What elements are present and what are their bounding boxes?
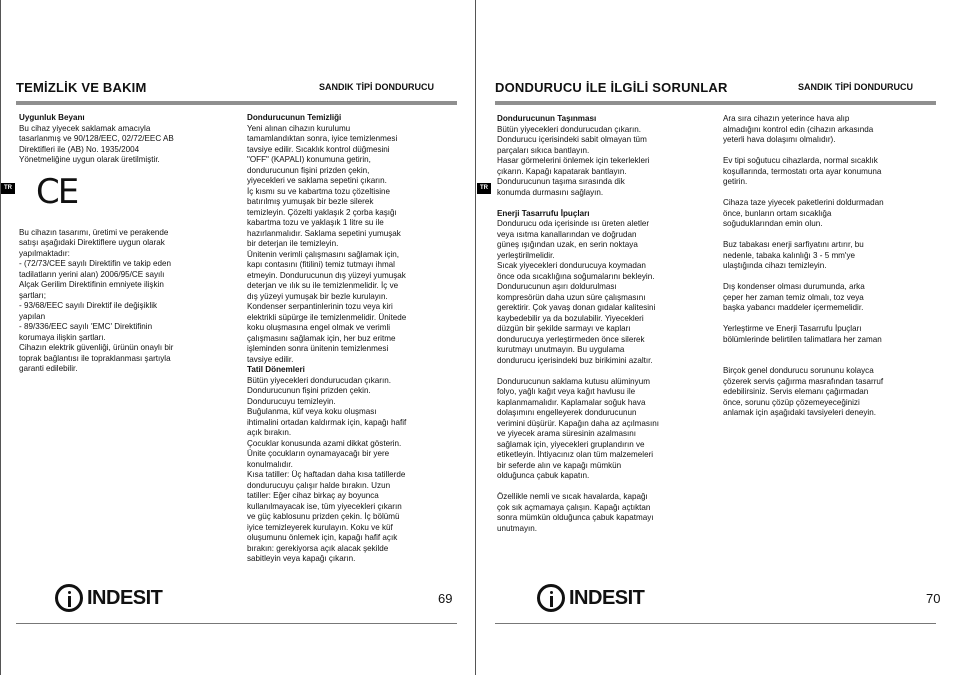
- section-heading: Dondurucunun Temizliği: [247, 113, 342, 122]
- logo-icon: [55, 584, 83, 612]
- language-tab: TR: [1, 183, 15, 194]
- paragraph: Bütün yiyecekleri dondurucudan çıkarın. Dondurucunun fişini prizden çekin. Dondurucuyu temizleyin. Buğulanma, küf veya koku oluşması ihtimalini ortadan kaldırmak için, kapağı hafif açık bırakın. Çocuklar konusunda azami dikkat gösterin. Ünite çocukların oynamayacağı bir yere konulmalıdır. Kısa tatiller: Üç haftadan daha kısa tatillerde dondurucuyu çalışır halde bırakın. Uzun tatiller: Eğer cihaz birkaç ay boyunca kullanılmayacak ise, tüm yiyecekleri çıkarın ve güç kablosunu prizden çekin. İç bölümü iyice temizleyerek kurulayın. Koku ve küf oluşumunu önlemek için, kapağı hafif açık bırakın: gerekiyorsa açık alacak şekilde sabitleyin veya kapağı çıkarın.: [247, 375, 407, 563]
- paragraph: Yerleştirme ve Enerji Tasarrufu İpuçları bölümlerinde belirtilen talimatlara her zaman: [723, 324, 882, 344]
- section-heading: Uygunluk Beyanı: [19, 113, 85, 122]
- paragraph: Birçok genel dondurucu sorununu kolayca çözerek servis çağırma masrafından tasarruf edebilirsiniz. Servis elemanı çağırmadan önce, sorunu çözüp çözemeyeceğinizi anlamak için aşağıdaki tavsiyeleri deneyin.: [723, 366, 884, 417]
- cleaning-column: [247, 113, 462, 565]
- logo-icon: [537, 584, 565, 612]
- paragraph: Bu cihaz yiyecek saklamak amacıyla tasarlanmış ve 90/128/EEC, 02/72/EEC AB Direktifleri ile (AB) No. 1935/2004 Yönetmeliğine uygun olarak üretilmiştir.: [19, 123, 174, 164]
- paragraph: Dondurucunun saklama kutusu alüminyum folyo, yağlı kağıt veya kağıt havlusu ile kaplanmamalıdır. Kaplamalar soğuk hava dolaşımını engelleyerek dondurucunun verimini düşürür. Kapağın daha az açılmasını ve yiyecek arama süresinin azalmasını sağlamak için, yiyecekleri gruplandırın ve etiketleyin. İhtiyacınız olan tüm malzemeleri bir seferde alın ve kapağı mümkün olduğunca çabuk kapatın.: [497, 376, 659, 480]
- page-title: TEMİZLİK VE BAKIM: [16, 80, 147, 95]
- ce-mark: CE: [36, 172, 78, 212]
- conformity-column: [19, 113, 229, 375]
- paragraph: Bu cihazın tasarımı, üretimi ve perakende satışı aşağıdaki Direktiflere uygun olarak yapılmaktadır: - (72/73/CEE sayılı Direktifin ve takip eden tadilatların yerini alan) 2006/95/CE sayılı Alçak Gerilim Direktifinin emniyete ilişkin şartları; - 93/68/EEC sayılı Direktif ile değişiklik yapılan - 89/336/EEC sayılı 'EMC' Direktifinin korumaya ilişkin şartları. Cihazın elektrik güvenliği, ürünün onaylı bir toprak bağlantısı ile topraklanması şartıyla garanti edilebilir.: [19, 227, 174, 373]
- section-heading: Enerji Tasarrufu İpuçları: [497, 208, 590, 218]
- footer-rule: [495, 623, 936, 624]
- language-tab: TR: [477, 183, 491, 194]
- section-heading: Tatil Dönemleri: [247, 365, 305, 374]
- paragraph: Dış kondenser olması durumunda, arka çeper her zaman temiz olmalı, toz veya başka yabancı maddeler içermemelidir.: [723, 282, 865, 312]
- brand-logo: [537, 584, 644, 612]
- paragraph: Ara sıra cihazın yeterince hava alıp almadığını kontrol edin (cihazın arkasında yeterli hava dolaşımı olmalıdır).: [723, 114, 874, 144]
- paragraph: Yeni alınan cihazın kurulumu tamamlandıktan sonra, iyice temizlenmesi tavsiye edilir. Sıcaklık kontrol düğmesini "OFF" (KAPALI) konumuna getirin, dondurucunun fişini prizden çekin, yiyecekleri ve saklama sepetini çıkarın. İç kısmı su ve kabartma tozu çözeltisine batırılmış yumuşak bir bezle silerek temizleyin. Çözelti yaklaşık 2 çorba kaşığı kabartma tozu ve yaklaşık 1 litre su ile hazırlanmalıdır. Saklama sepetini yumuşak bir deterjan ile temizleyin. Ünitenin verimli çalışmasını sağlamak için, kapı contasını (fitilini) temiz tutmayı ihmal etmeyin. Dondurucunun dış yüzeyi yumuşak deterjan ve ılık su ile temizlenmelidir. İç ve dış yüzeyi yumuşak bir bezle kurulayın. Kondenser serpantinlerinin tozu veya kiri elektrikli süpürge ile temizlenmelidir. Ünitede koku oluşmasına engel olmak ve verimli çalışmasını sağlamak için, her buz eritme işleminden sonra ünitenin temizlenmesi tavsiye edilir.: [247, 123, 407, 364]
- right-page: [476, 0, 954, 675]
- paragraph: Cihaza taze yiyecek paketlerini doldurmadan önce, bunların ortam sıcaklığa soğuduklarından emin olun.: [723, 198, 884, 228]
- header-rule: [495, 101, 936, 105]
- moving-energy-column: [497, 114, 717, 534]
- page-subtitle: SANDIK TİPİ DONDURUCU: [319, 82, 435, 92]
- logo-text: INDESIT: [87, 586, 163, 609]
- section-heading: Dondurucunun Taşınması: [497, 114, 597, 123]
- header-rule: [16, 101, 457, 105]
- page-subtitle: SANDIK TİPİ DONDURUCU: [798, 82, 914, 92]
- page-title: DONDURUCU İLE İLGİLİ SORUNLAR: [495, 80, 728, 95]
- page-number: 70: [926, 591, 941, 606]
- brand-logo: [55, 584, 162, 612]
- paragraph: Bütün yiyecekleri dondurucudan çıkarın. Dondurucu içerisindeki sabit olmayan tüm parçaları sıkıca bantlayın. Hasar görmelerini önlemek için tekerlekleri çıkarın. Kapağı kapatarak bantlayın. Dondurucunun taşıma sırasında dik konumda durmasını sağlayın.: [497, 124, 650, 197]
- paragraph: Özellikle nemli ve sıcak havalarda, kapağı çok sık açmamaya çalışın. Kapağı açtıktan sonra mümkün olduğunca çabuk kapatmayı unutmayın.: [497, 492, 654, 533]
- paragraph: Dondurucu oda içerisinde ısı üreten aletler veya ısıtma kanallarından ve doğrudan güneş ışığından uzak, en serin noktaya yerleştirilmelidir. Sıcak yiyecekleri dondurucuya koymadan önce oda sıcaklığına soğumalarını bekleyin. Dondurucunun aşırı doldurulması kompresörün daha uzun süre çalışmasını gerektirir. Çok yavaş donan gıdalar kalitesini kaybedebilir ya da bozulabilir. Yiyecekleri düzgün bir şekilde sarmayı ve kapları dondurucuya yerleştirmeden önce silerek kurutmayı unutmayın. Bu uygulama dondurucu içerisindeki buz birikimini azaltır.: [497, 219, 656, 365]
- page-number: 69: [438, 591, 453, 606]
- tips-column: [723, 114, 945, 419]
- footer-rule: [16, 623, 457, 624]
- left-page: [0, 0, 476, 675]
- logo-text: INDESIT: [569, 586, 645, 609]
- paragraph: Buz tabakası enerji sarfiyatını artırır, bu nedenle, tabaka kalınlığı 3 - 5 mm'ye ulaştığında cihazı temizleyin.: [723, 240, 864, 270]
- paragraph: Ev tipi soğutucu cihazlarda, normal sıcaklık koşullarında, termostatı orta ayar konumuna getirin.: [723, 156, 882, 186]
